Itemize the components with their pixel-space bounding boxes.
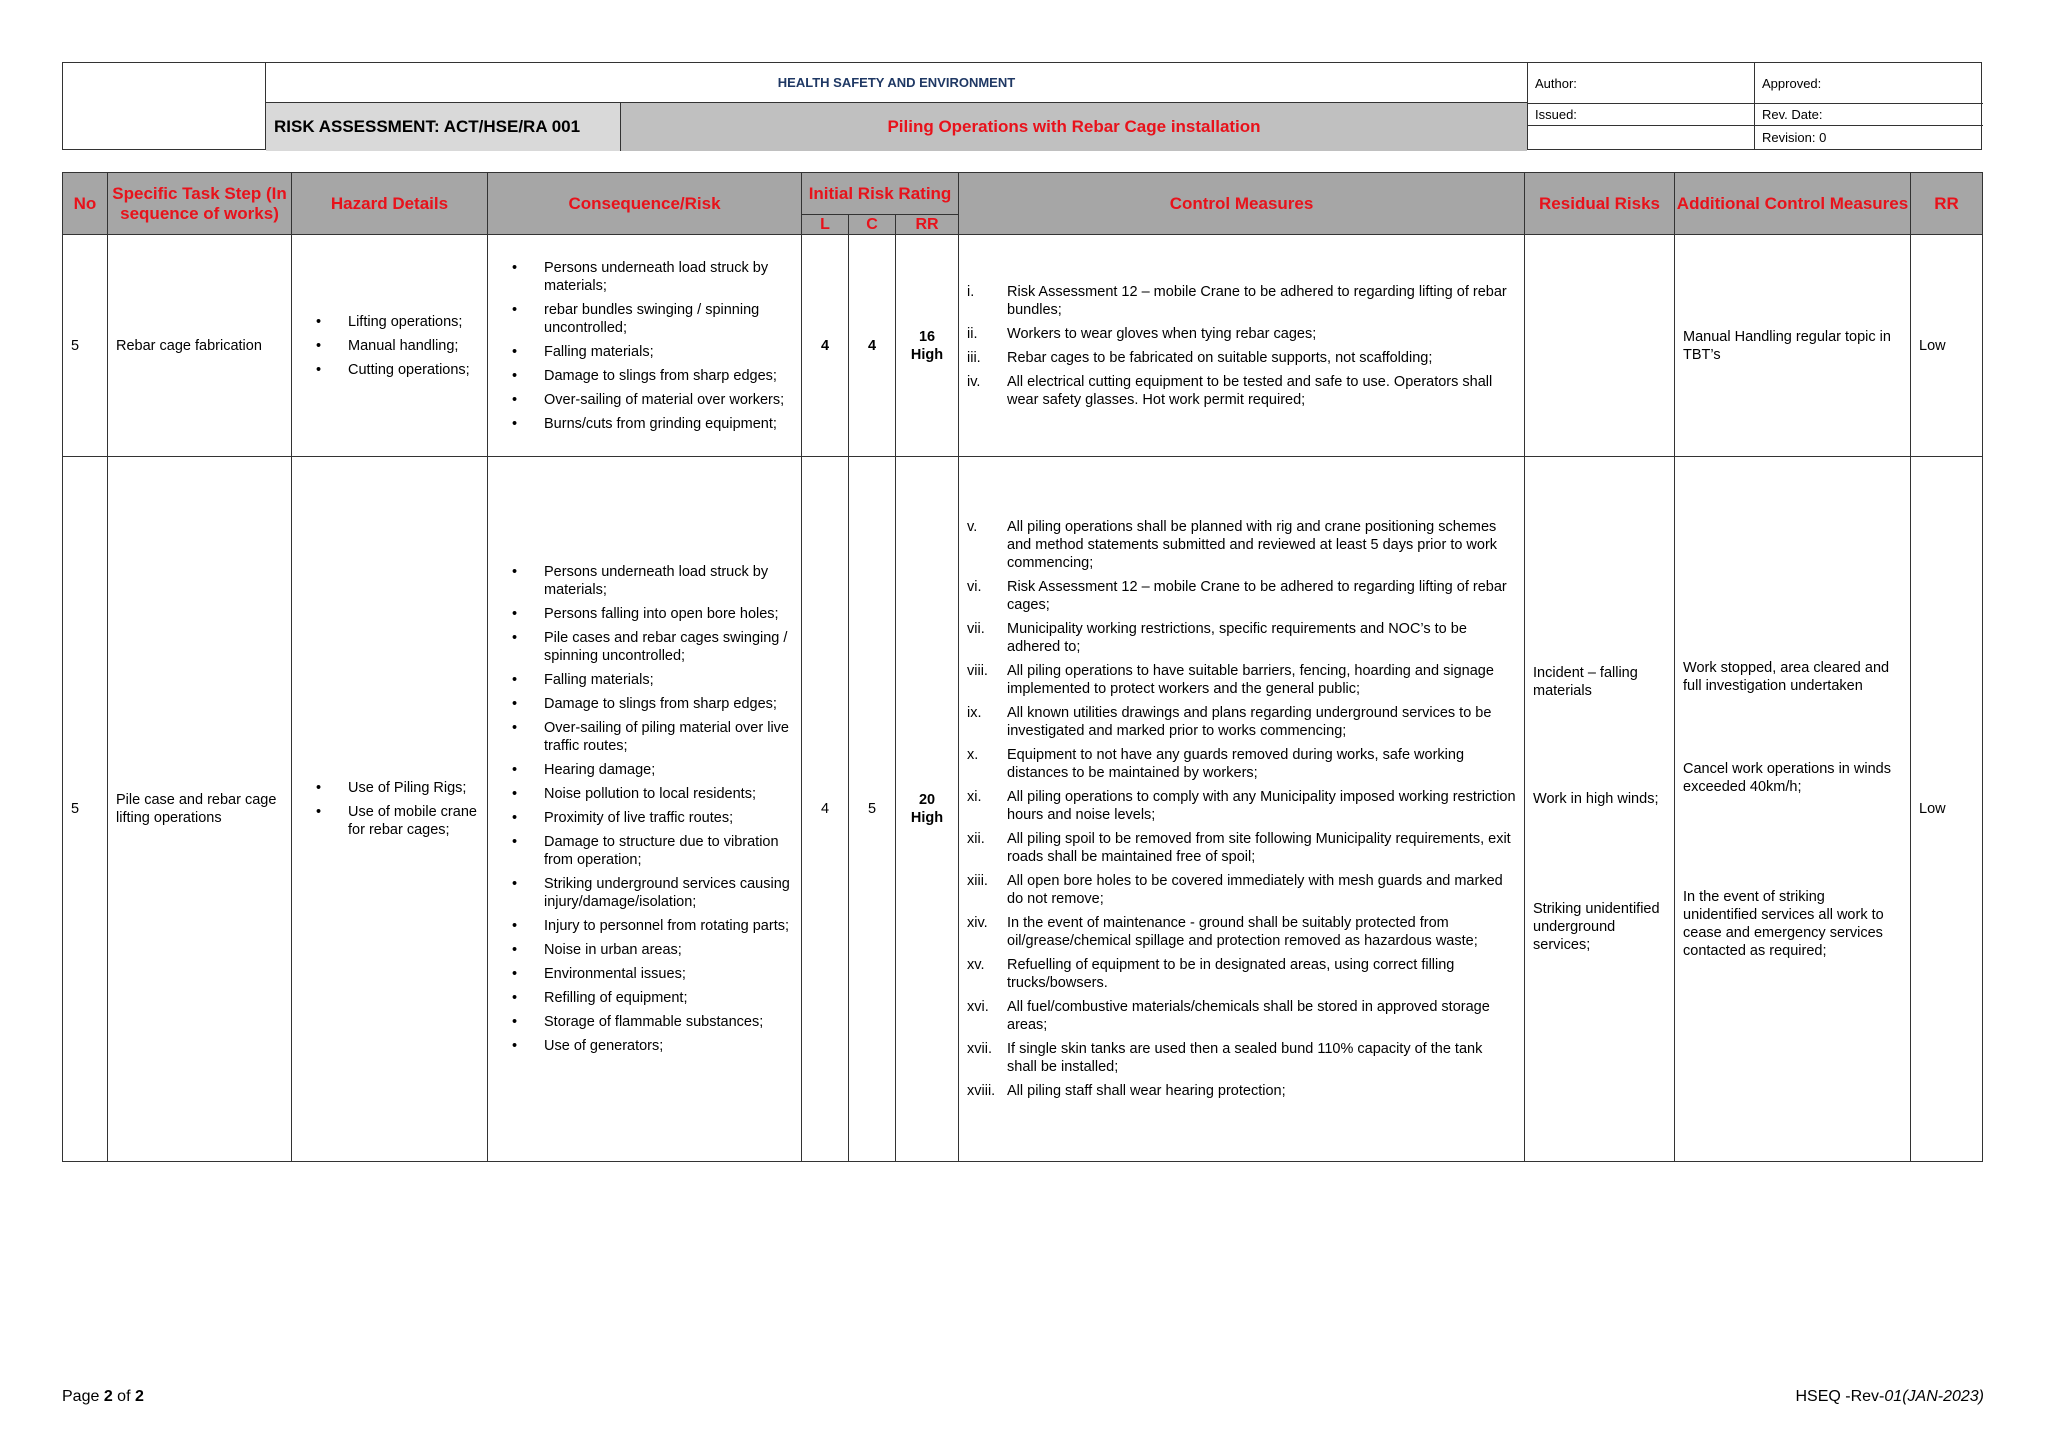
list-item: • Noise pollution to local residents; (512, 785, 793, 803)
list-item: • Persons underneath load struck by materials; (512, 563, 793, 599)
residual-risks (1525, 457, 1675, 1162)
list-item: • Over-sailing of material over workers; (512, 391, 793, 409)
likelihood: 4 (802, 457, 849, 1162)
list-item: • Burns/cuts from grinding equipment; (512, 415, 793, 433)
list-item: v. All piling operations shall be planned with rig and crane positioning schemes and method statements submitted and reviewed at least 5 days prior to work commencing; (967, 519, 1498, 571)
list-item: • Persons underneath load struck by materials; (512, 259, 793, 295)
col-initial-rr: RR (896, 215, 959, 235)
risk-assessment-table (62, 172, 1983, 1162)
additional-control-item: Cancel work operations in winds exceeded 40km/h; (1683, 760, 1891, 795)
list-item: vii. Municipality working restrictions, specific requirements and NOC’s to be adhered to; (967, 621, 1467, 655)
additional-control-item: In the event of striking unidentified services all work to cease and emergency services contacted as required; (1683, 888, 1884, 959)
list-item: • Environmental issues; (512, 965, 793, 983)
list-item: • Falling materials; (512, 343, 793, 361)
list-item: • Over-sailing of piling material over live traffic routes; (512, 719, 793, 755)
list-item: • Damage to slings from sharp edges; (512, 695, 793, 713)
risk-score: 16 (918, 328, 936, 345)
list-item: • Use of generators; (512, 1037, 793, 1055)
document-header (62, 62, 1982, 150)
likelihood: 4 (802, 235, 849, 457)
list-item: xiv. In the event of maintenance - ground shall be suitably protected from oil/grease/chemical spillage and protection removed as hazardous waste; (967, 915, 1478, 949)
list-item: • Lifting operations; (316, 313, 479, 331)
list-item: • Storage of flammable substances; (512, 1013, 793, 1031)
col-control: Control Measures (959, 173, 1525, 235)
table-row (63, 235, 1983, 457)
initial-risk-rating (896, 457, 959, 1162)
col-consequence: Consequence/Risk (488, 173, 802, 235)
col-no: No (63, 173, 108, 235)
logo-area (63, 63, 266, 149)
col-hazard: Hazard Details (292, 173, 488, 235)
list-item: xii. All piling spoil to be removed from site following Municipality requirements, exit roads shall be maintained free of spoil; (967, 831, 1511, 865)
list-item: • Noise in urban areas; (512, 941, 793, 959)
list-item: • Striking underground services causing injury/damage/isolation; (512, 875, 793, 911)
rev-date-label: Rev. Date: (1762, 106, 1823, 122)
list-item: • Cutting operations; (316, 361, 479, 379)
residual-rr: Low (1911, 457, 1983, 1162)
page-number: Page 2 of 2 (62, 1388, 144, 1405)
col-c: C (849, 215, 896, 235)
risk-assessment-reference: RISK ASSESSMENT: ACT/HSE/RA 001 (266, 103, 621, 151)
list-item: ii. Workers to wear gloves when tying rebar cages; (967, 325, 1317, 342)
residual-rr: Low (1911, 235, 1983, 457)
residual-risk-item: Incident – falling materials (1533, 665, 1638, 699)
col-initial-risk: Initial Risk Rating (802, 173, 959, 215)
list-item: i. Risk Assessment 12 – mobile Crane to be adhered to regarding lifting of rebar bundles; (967, 283, 1507, 318)
risk-score: 20 (918, 792, 936, 808)
control-measures (959, 235, 1525, 457)
list-item: • rebar bundles swinging / spinning uncontrolled; (512, 301, 793, 337)
list-item: • Manual handling; (316, 337, 479, 355)
issued-label: Issued: (1535, 106, 1577, 122)
list-item: • Injury to personnel from rotating parts; (512, 917, 793, 935)
revision-label: Revision: 0 (1762, 129, 1827, 145)
consequence-score: 4 (849, 235, 896, 457)
consequence-risk (488, 457, 802, 1162)
list-item: • Use of mobile crane for rebar cages; (316, 803, 479, 839)
list-item: xi. All piling operations to comply with any Municipality imposed working restriction hours and noise levels; (967, 789, 1516, 823)
risk-level: High (910, 346, 944, 363)
additional-control-item: Work stopped, area cleared and full investigation undertaken (1683, 659, 1890, 694)
list-item: • Pile cases and rebar cages swinging / spinning uncontrolled; (512, 629, 793, 665)
list-item: • Hearing damage; (512, 761, 793, 779)
list-item: xiii. All open bore holes to be covered immediately with mesh guards and marked do not remove; (967, 873, 1503, 907)
document-revision: HSEQ -Rev-01(JAN-2023) (1795, 1388, 1984, 1405)
task-step: Rebar cage fabrication (108, 235, 292, 457)
initial-risk-rating (896, 235, 959, 457)
list-item: x. Equipment to not have any guards removed during works, safe working distances to be maintained by workers; (967, 747, 1465, 781)
table-row (63, 457, 1983, 1162)
row-number: 5 (63, 457, 108, 1162)
col-additional: Additional Control Measures (1675, 173, 1911, 235)
task-step: Pile case and rebar cage lifting operations (108, 457, 292, 1162)
author-label: Author: (1535, 75, 1577, 91)
hazard-details (292, 457, 488, 1162)
residual-risk-item: Striking unidentified underground services; (1533, 901, 1660, 953)
additional-controls (1675, 457, 1911, 1162)
list-item: ix. All known utilities drawings and plans regarding underground services to be investigated and marked prior to works commencing; (967, 705, 1492, 739)
list-item: • Damage to slings from sharp edges; (512, 367, 793, 385)
residual-risk-item: Work in high winds; (1533, 791, 1659, 807)
consequence-score: 5 (849, 457, 896, 1162)
col-l: L (802, 215, 849, 235)
hazard-details (292, 235, 488, 457)
col-task: Specific Task Step (In sequence of works) (108, 173, 292, 235)
list-item: • Refilling of equipment; (512, 989, 793, 1007)
list-item: xvi. All fuel/combustive materials/chemicals shall be stored in approved storage areas; (967, 999, 1490, 1033)
consequence-risk (488, 235, 802, 457)
additional-control-item: Manual Handling regular topic in TBT’s (1683, 328, 1891, 363)
approved-label: Approved: (1762, 75, 1822, 91)
residual-risks (1525, 235, 1675, 457)
list-item: xv. Refuelling of equipment to be in designated areas, using correct filling trucks/bowsers. (967, 957, 1455, 991)
col-rr: RR (1911, 173, 1983, 235)
department-title: HEALTH SAFETY AND ENVIRONMENT (266, 63, 1527, 103)
list-item: • Use of Piling Rigs; (316, 779, 479, 797)
row-number: 5 (63, 235, 108, 457)
risk-level: High (910, 810, 944, 826)
list-item: • Damage to structure due to vibration from operation; (512, 833, 793, 869)
control-measures (959, 457, 1525, 1162)
col-residual: Residual Risks (1525, 173, 1675, 235)
list-item: viii. All piling operations to have suitable barriers, fencing, hoarding and signage implemented to protect workers and the general public; (967, 663, 1494, 697)
list-item: xviii. All piling staff shall wear hearing protection; (967, 1083, 1286, 1099)
list-item: iii. Rebar cages to be fabricated on suitable supports, not scaffolding; (967, 349, 1433, 366)
list-item: xvii. If single skin tanks are used then a sealed bund 110% capacity of the tank shall be installed; (967, 1041, 1483, 1075)
list-item: • Proximity of live traffic routes; (512, 809, 793, 827)
additional-controls (1675, 235, 1911, 457)
list-item: • Persons falling into open bore holes; (512, 605, 793, 623)
list-item: • Falling materials; (512, 671, 793, 689)
document-title: Piling Operations with Rebar Cage installation (621, 103, 1527, 151)
list-item: iv. All electrical cutting equipment to be tested and safe to use. Operators shall wear safety glasses. Hot work permit required; (967, 373, 1493, 408)
list-item: vi. Risk Assessment 12 – mobile Crane to be adhered to regarding lifting of rebar cages; (967, 579, 1507, 613)
